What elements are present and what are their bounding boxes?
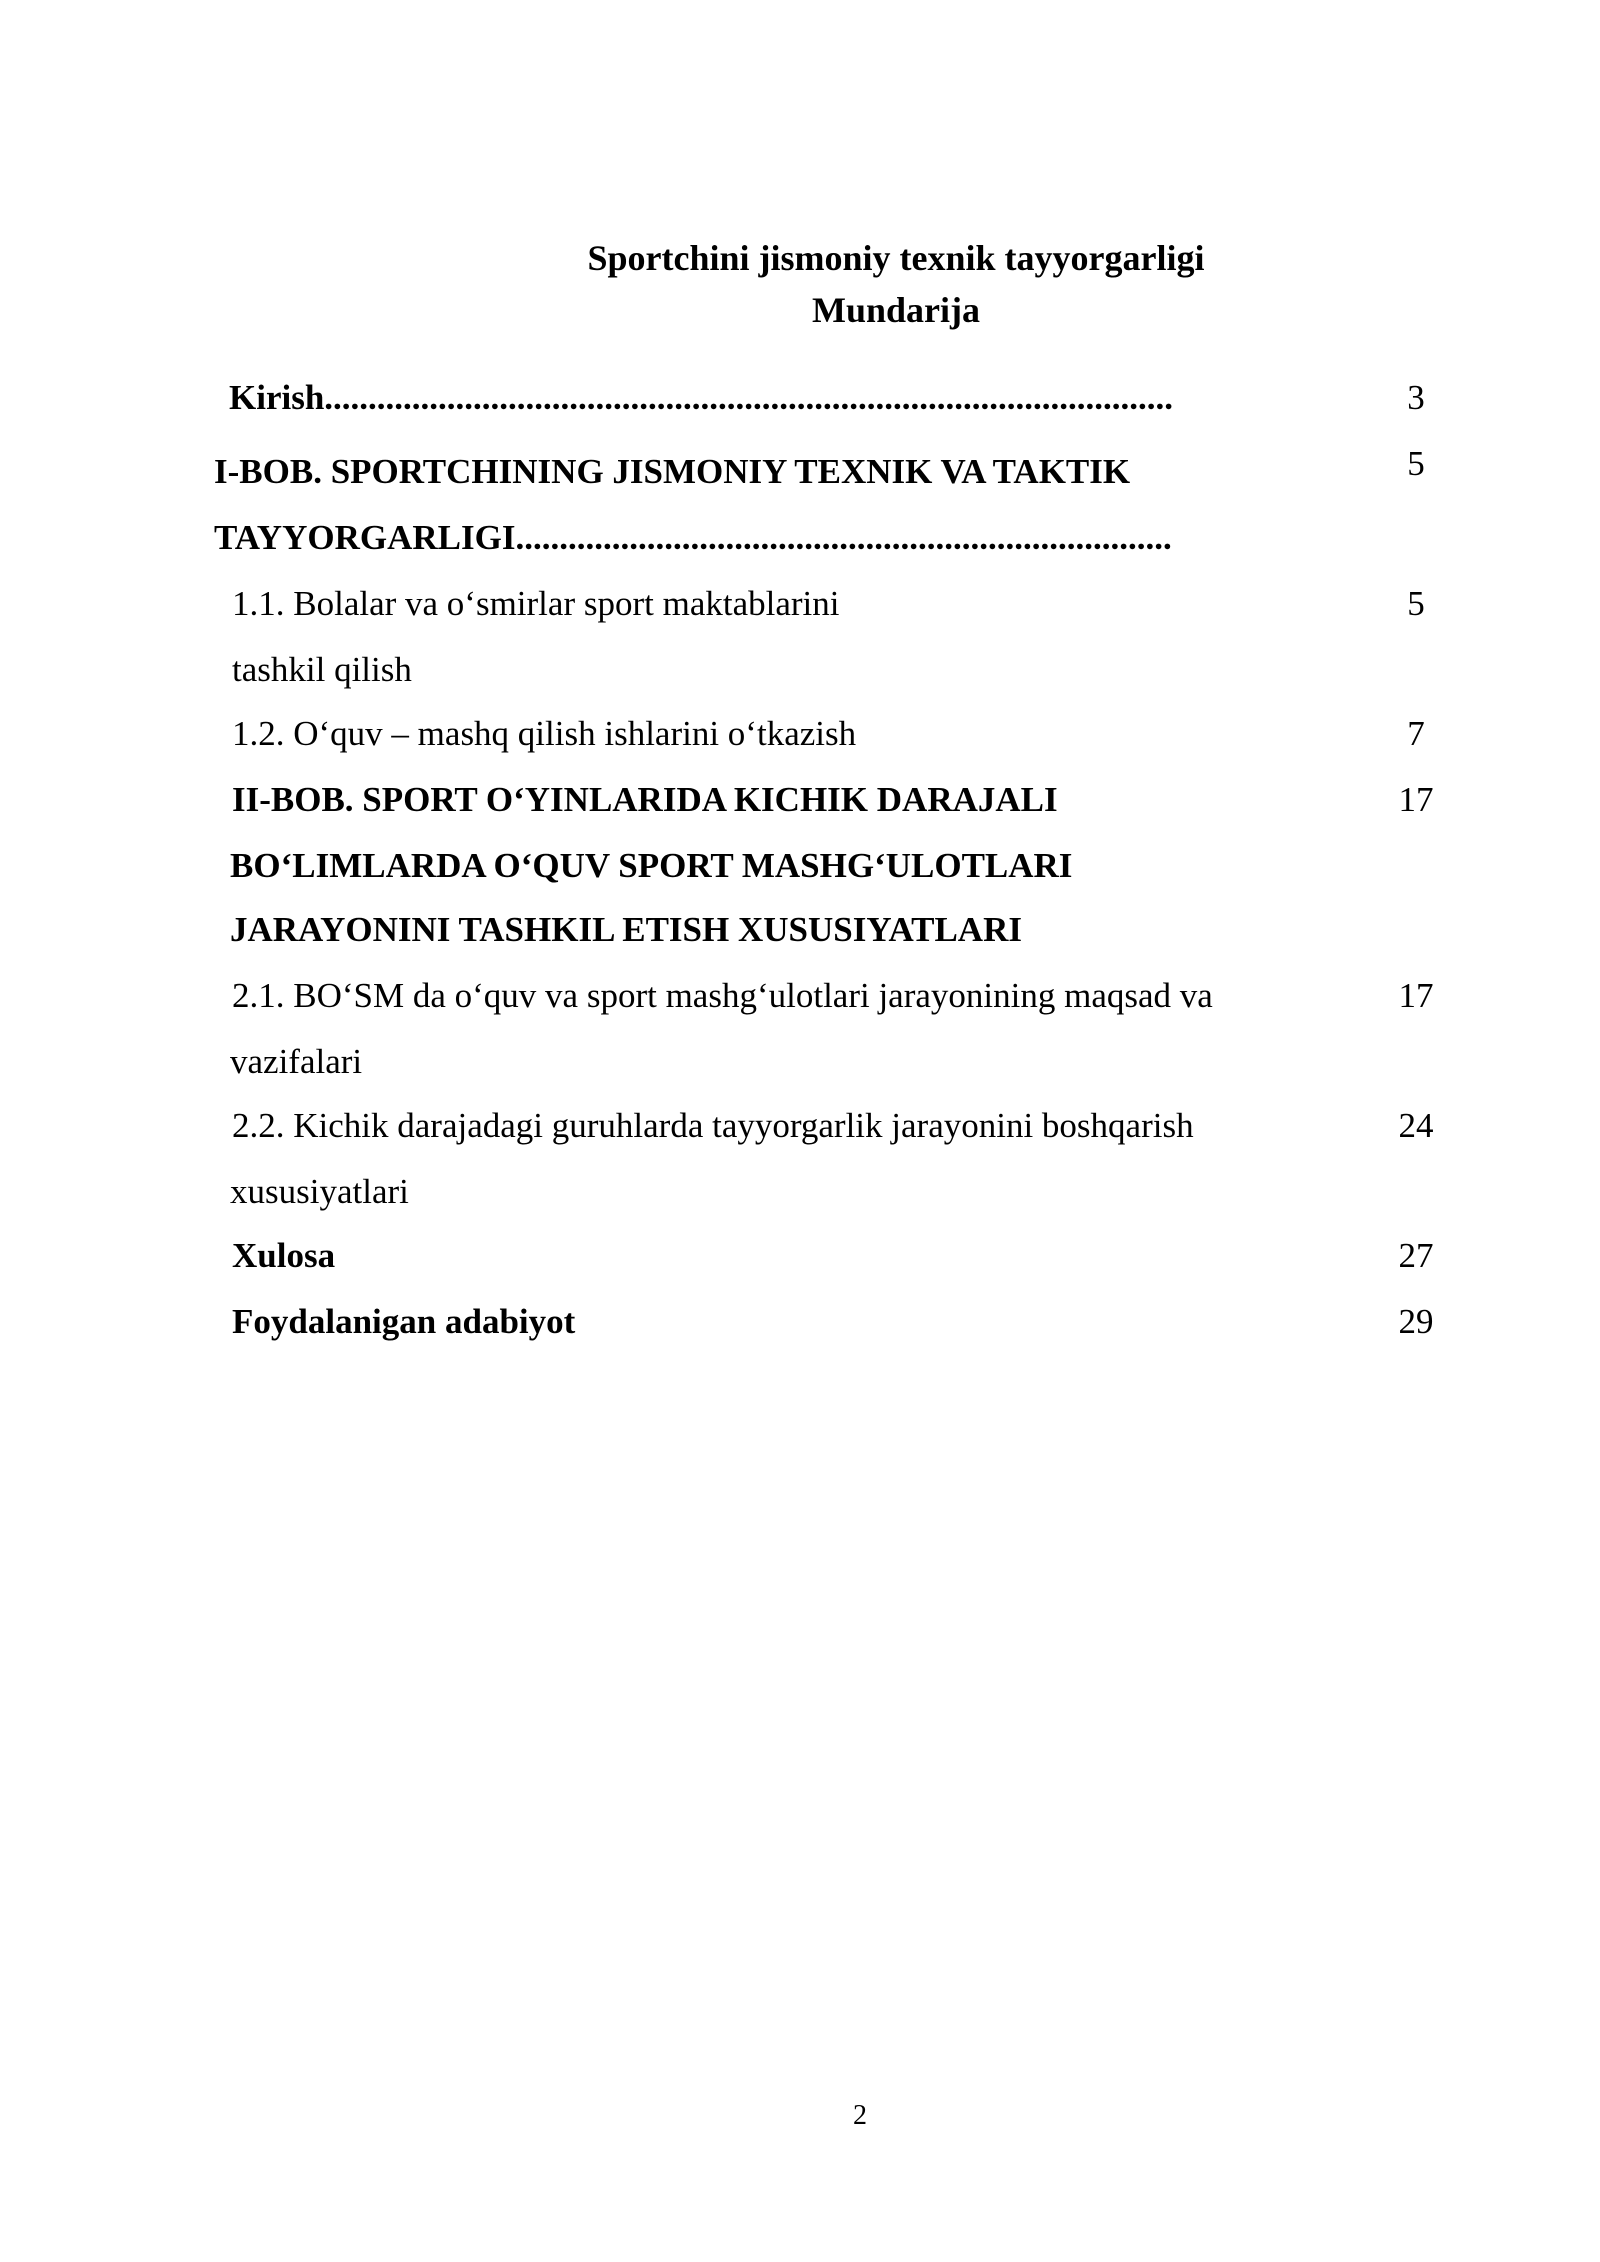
toc-entry-chapter-1-line-2: TAYYORGARLIGI........................................................................... — [214, 518, 1172, 557]
toc-page-section-2-1: 17 — [1398, 976, 1434, 1015]
toc-entry-section-2-2-line-1: 2.2. Kichik darajadagi guruhlarda tayyorgarlik jarayonini boshqarish — [232, 1106, 1194, 1145]
toc-page-section-1-1: 5 — [1407, 584, 1425, 623]
toc-page-chapter-2: 17 — [1398, 780, 1434, 819]
toc-entry-section-2-1-line-1: 2.1. BO‘SM da o‘quv va sport mashg‘ulotlari jarayonining maqsad va — [232, 976, 1213, 1015]
toc-page-section-2-2: 24 — [1398, 1106, 1434, 1145]
toc-entry-section-1-1-line-2: tashkil qilish — [232, 650, 412, 689]
toc-entry-chapter-2-line-2: BO‘LIMLARDA O‘QUV SPORT MASHG‘ULOTLARI — [230, 846, 1073, 885]
toc-page-section-1-2: 7 — [1407, 714, 1425, 753]
toc-entry-section-2-2-line-2: xususiyatlari — [230, 1172, 409, 1211]
toc-entry-kirish: Kirish................................................................................................. — [229, 378, 1174, 417]
toc-entry-chapter-2-line-1: II-BOB. SPORT O‘YINLARIDA KICHIK DARAJALI — [232, 780, 1058, 819]
toc-entry-section-2-1-line-2: vazifalari — [230, 1042, 363, 1081]
toc-entry-section-1-1-line-1: 1.1. Bolalar va o‘smirlar sport maktablarini — [232, 584, 840, 623]
toc-heading: Mundarija — [811, 290, 980, 330]
document-title: Sportchini jismoniy texnik tayyorgarligi — [587, 238, 1205, 278]
toc-page-chapter-1: 5 — [1407, 444, 1425, 483]
toc-entry-chapter-2-line-3: JARAYONINI TASHKIL ETISH XUSUSIYATLARI — [230, 910, 1022, 949]
toc-entry-xulosa: Xulosa — [232, 1236, 336, 1275]
toc-page-kirish: 3 — [1407, 378, 1425, 417]
toc-page-references: 29 — [1398, 1302, 1434, 1341]
page-number: 2 — [853, 2100, 867, 2131]
toc-entry-references: Foydalanigan adabiyot — [232, 1302, 576, 1341]
toc-entry-section-1-2: 1.2. O‘quv – mashq qilish ishlarini o‘tkazish — [232, 714, 857, 753]
toc-entry-chapter-1-line-1: I-BOB. SPORTCHINING JISMONIY TEXNIK VA TAKTIK — [214, 452, 1131, 491]
toc-page-xulosa: 27 — [1398, 1236, 1434, 1275]
